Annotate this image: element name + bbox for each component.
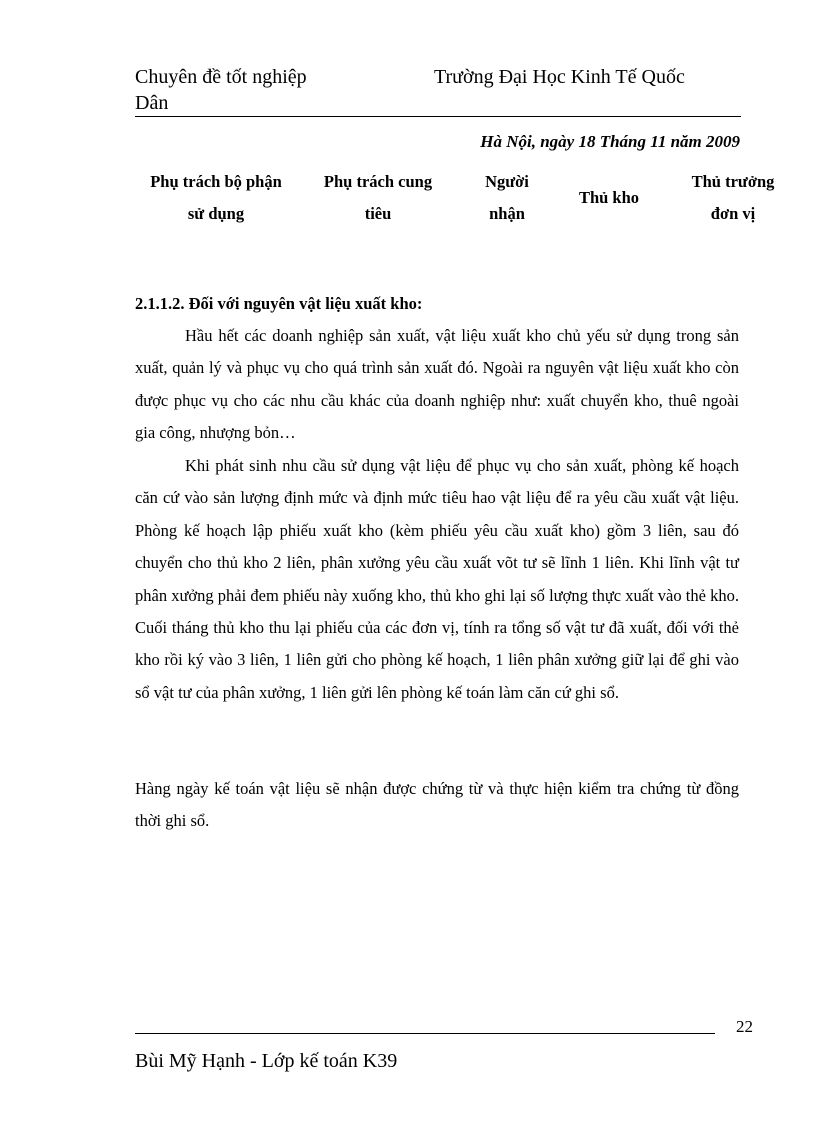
footer-divider [135, 1033, 715, 1034]
signature-subtitle: nhận [489, 204, 525, 223]
signature-block-receiver [468, 166, 546, 230]
paragraph-1: Hầu hết các doanh nghiệp sản xuất, vật liệu xuất kho chủ yếu sử dụng trong sản xuất, quản lý và phục vụ cho quá trình sản xuất đó. Ngoài ra nguyên vật liệu xuất kho còn được phục vụ cho các nhu cầu khác của doanh nghiệp như: xuất chuyển kho, thuê ngoài gia công, nhượng bỏn… [135, 326, 739, 443]
paragraph-2: Khi phát sinh nhu cầu sử dụng vật liệu để phục vụ cho sản xuất, phòng kế hoạch căn cứ vào sản lượng định mức và định mức tiêu hao vật liệu để ra yêu cầu xuất vật liệu. Phòng kế hoạch lập phiếu xuất kho (kèm phiếu yêu cầu xuất kho) gồm 3 liên, sau đó chuyển cho thủ kho 2 liên, phân xưởng yêu cầu xuất võt tư sẽ lĩnh 1 liên. Khi lĩnh vật tư phân xưởng phải đem phiếu này xuống kho, thủ kho ghi lại số lượng thực xuất vào thẻ kho. Cuối tháng thủ kho thu lại phiếu của các đơn vị, tính ra tổng số vật tư đã xuất, đối với thẻ kho rồi ký vào 3 liên, 1 liên gửi cho phòng kế hoạch, 1 liên phân xưởng giữ lại để ghi vào sổ vật tư của phân xưởng, 1 liên gửi lên phòng kế toán làm căn cứ ghi sổ. [135, 456, 739, 702]
signature-title: Người [485, 172, 529, 191]
section-heading: 2.1.1.2. Đối với nguyên vật liệu xuất kho: [135, 294, 423, 313]
paragraph-3: Hàng ngày kế toán vật liệu sẽ nhận được chứng từ và thực hiện kiểm tra chứng từ đồng thời ghi sổ. [135, 779, 739, 831]
signature-subtitle: đơn vị [710, 204, 756, 223]
date-line: Hà Nội, ngày 18 Tháng 11 năm 2009 [480, 132, 740, 151]
signature-title: Thủ trưởng [691, 172, 775, 191]
signature-title: Phụ trách bộ phận [150, 172, 282, 191]
signature-block-storekeeper [566, 182, 652, 214]
header-left [135, 64, 307, 116]
header-left-line2: Dân [135, 92, 169, 114]
page-number: 22 [736, 1017, 753, 1036]
signature-subtitle: sử dụng [187, 204, 245, 223]
signature-block-department [135, 166, 297, 230]
signature-title: Thủ kho [578, 188, 640, 207]
signature-subtitle: tiêu [364, 204, 392, 223]
signature-title: Phụ trách cung [323, 172, 433, 191]
signature-block-head [678, 166, 788, 230]
signature-block-supply [305, 166, 451, 230]
header-divider [135, 116, 741, 117]
header-right: Trường Đại Học Kinh Tế Quốc [434, 66, 685, 88]
footer-author: Bùi Mỹ Hạnh - Lớp kế toán K39 [135, 1050, 398, 1072]
header-left-line1: Chuyên đề tốt nghiệp [135, 66, 307, 88]
